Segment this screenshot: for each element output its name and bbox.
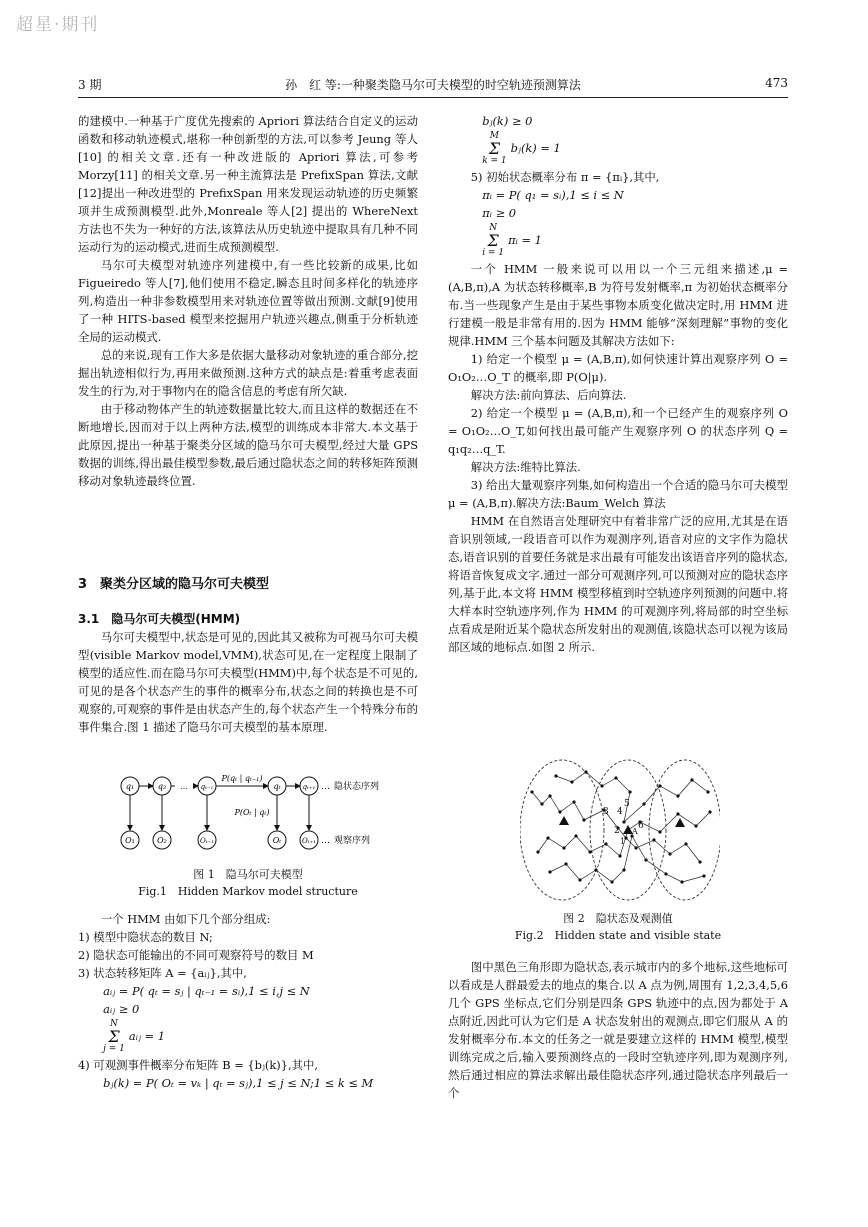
summation-icon: N Σ i = 1 [482,223,505,258]
subsection-title: 3.1 隐马尔可夫模型(HMM) [78,612,241,626]
paragraph: 3) 给出大量观察序列集,如何构造出一个合适的隐马尔可夫模型 μ = (A,B,π).解决方法:Baum_Welch 算法 [448,478,788,510]
equation: aᵢⱼ = P( qₜ = sⱼ | qₜ₋₁ = sᵢ),1 ≤ i,j ≤ N [103,984,310,998]
hidden-sequence-label: 隐状态序列 [334,782,380,792]
paragraph: 一个 HMM 一般来说可以用以一个三元组来描述,μ = (A,B,π),A 为状态转移概率,B 为符号发射概率,π 为初始状态概率分布.当一些现象产生是由于某些事物本质变化做决定时,用 HMM 进行建模一般是非常有用的.因为 HMM 能够“深刻理解”事物的变化规律.HMM 三个基本问题及其解决方法如下: [448,262,788,348]
caption-en: Fig.1 Hidden Markov model structure [138,885,358,898]
node-label: O₁ [125,836,135,845]
equation: bⱼ(k) ≥ 0 [482,114,533,128]
point-label: 3 [603,807,609,817]
paragraph: 马尔可夫模型对轨迹序列建模中,有一些比较新的成果,比如 Figueiredo 等人[7],他们使用不稳定,瞬态且时间多样化的轨迹序列,构造出一种非参数模型用来对轨迹位置等做出预测.文献[9]使用了一种 HITS-based 模型来挖掘用户轨迹兴趣点,侧重于分析轨迹全局的运动模式. [78,258,418,344]
cluster-region [649,760,720,900]
paragraph: 图中黑色三角形即为隐状态,表示城市内的多个地标,这些地标可以看成是人群最爱去的地点的集合.以 A 点为例,周围有 1,2,3,4,5,6 几个 GPS 坐标点,它们分别是四条 GPS 轨迹中的点,因为都处于 A 点附近,因此可认为它们是 A 状态发射出的观测点,即它们服从 A 的发射概率分布.本文的任务之一就是要建立这样的 HMM 模型,模型训练完成之后,输入要预测终点的一段时空轨迹序列,即为观测序列,然后通过相应的算法求解出最佳隐状态序列,通过隐状态序列最后一个 [448,960,788,1100]
equation: πᵢ ≥ 0 [482,206,516,220]
paragraph: 的建模中.一种基于广度优先搜索的 Apriori 算法结合自定义的运动函数和移动轨迹模式,堪称一种创新型的方法,可以参考 Jeung 等人[10] 的相关文章.还有一种改进版的 Apriori 算法,可参考 Morzy[11] 的相关文章.另一种主流算法是 PrefixSpan 算法,文献[12]提出一种改进型的 PrefixSpan 用来发现运动轨迹的历史频繁项并生成预测模型.此外,Monreale 等人[2] 提出的 WhereNext 方法也不失为一种好的方法,该算法从历史轨迹中提取具有几种不同运动行为的运动模式,进而生成预测模型. [78,114,418,254]
paragraph: 2) 给定一个模型 μ = (A,B,π),和一个已经产生的观察序列 O = O₁O₂…O_T,如何找出最可能产生观察序列 O 的状态序列 Q = q₁q₂…q_T. [448,406,788,456]
page-number: 473 [765,76,788,90]
list-item: 4) 可观测事件概率分布矩阵 B = {bⱼ(k)},其中, [78,1058,318,1072]
summation-icon: M Σ k = 1 [482,131,507,166]
triangle-icon [675,818,685,827]
caption-cn: 图 2 隐状态及观测值 [563,912,673,925]
node-label: Oₜ₋₁ [200,837,214,845]
paragraph: 马尔可夫模型中,状态是可见的,因此其又被称为可视马尔可夫模型(visible Markov model,VMM),状态可见,在一定程度上限制了模型的适应性.而在隐马尔可夫模型(HMM)中,每个状态是不可见的,可见的是各个状态产生的事件的概率分布,状态之间的转换也是不可观察的,可观察的事件是由状态产生的,每个状态产生一个特殊分布的事件集合.图 1 描述了隐马尔可夫模型的基本原理. [78,630,418,734]
section-heading-3 [78,576,418,594]
node-label: qₜ₋₁ [200,783,214,791]
equation: aᵢⱼ ≥ 0 [103,1002,140,1016]
point-label: 5 [624,799,630,809]
subsection-block [78,610,418,736]
equation: N Σ j = 1aᵢⱼ = 1 [103,1019,165,1054]
equation: N Σ i = 1πᵢ = 1 [482,223,542,258]
observation-sequence-label: 观察序列 [334,836,371,846]
running-title: 孙 红 等:一种聚类隐马尔可夫模型的时空轨迹预测算法 [285,78,581,92]
paragraph: 解决方法:维特比算法. [470,460,581,474]
section-title: 3 聚类分区域的隐马尔可夫模型 [78,577,270,592]
paragraph: 一个 HMM 由如下几个部分组成: [100,912,271,926]
caption-cn: 图 1 隐马尔可夫模型 [193,868,303,881]
node-label: qₜ [273,782,281,791]
paragraph: 由于移动物体产生的轨迹数据量比较大,而且这样的数据还在不断地增长,因而对于以上两种方法,模型的训练成本非常大.本文基于此原因,提出一种基于聚类分区域的隐马尔可夫模型,经过大量 GPS 数据的训练,得出最佳模型参数,最后通过隐状态之间的转移矩阵预测移动对象轨迹最终位置. [78,402,418,488]
node-label: qₜ₊₁ [302,783,316,791]
hidden-state-figure [520,752,720,902]
node-label: O₂ [157,836,167,845]
list-item: 1) 模型中隐状态的数目 N; [78,930,213,944]
node-label: q₂ [157,782,167,791]
hmm-components [78,910,418,1092]
point-label: 6 [638,821,644,831]
node-label: q₁ [125,782,135,791]
left-column [78,112,418,490]
paragraph: 解决方法:前向算法、后向算法. [470,388,627,402]
state-label: A [632,827,638,836]
right-column-lower [448,958,788,1102]
paragraph: 总的来说,现有工作大多是依据大量移动对象轨迹的重合部分,挖掘出轨迹相似行为,再用来做预测.这种方式的缺点是:着重考虑表面发生的行为,对于事物内在的隐含信息的考虑有所欠缺. [78,348,418,398]
ellipsis: … [321,782,330,792]
node-label: Oₜ₊₁ [302,837,316,845]
emission-label: P(Oₜ | qₜ) [234,808,270,817]
ellipsis: … [321,836,330,846]
list-item: 5) 初始状态概率分布 π = {πᵢ},其中, [470,170,660,184]
hmm-structure-figure [112,770,418,858]
figure-1-caption [78,866,418,900]
list-item: 2) 隐状态可能输出的不同可观察符号的数目 M [78,948,314,962]
paragraph: 1) 给定一个模型 μ = (A,B,π),如何快速计算出观察序列 O = O₁O₂…O_T 的概率,即 P(O|μ). [448,352,788,384]
equation: πᵢ = P( q₁ = sᵢ),1 ≤ i ≤ N [482,188,624,202]
equation: bⱼ(k) = P( Oₜ = vₖ | qₜ = sⱼ),1 ≤ j ≤ N;1 ≤ k ≤ M [103,1076,374,1090]
cluster-region [520,760,604,900]
summation-icon: N Σ j = 1 [103,1019,125,1054]
equation: M Σ k = 1bⱼ(k) = 1 [482,131,561,166]
point-label: 1 [620,837,626,846]
triangle-icon [559,816,569,825]
issue-number: 3 期 [78,78,102,92]
list-item: 3) 状态转移矩阵 A = {aᵢⱼ},其中, [78,966,247,980]
header-rule [78,97,788,98]
caption-en: Fig.2 Hidden state and visible state [514,929,722,942]
node-label: Oₜ [272,836,282,845]
paragraph: HMM 在自然语言处理研究中有着非常广泛的应用,尤其是在语音识别领域,一段语音可以作为观测序列,语音对应的文字作为隐状态,语音识别的首要任务就是求出最有可能发出该语音序列的隐状态,将语音恢复成文字.通过一部分可观测序列,可以预测对应的隐状态序列,基于此,本文将 HMM 模型移植到时空轨迹序列预测的问题中.将大样本时空轨迹序列,作为 HMM 的可观测序列,将局部的时空坐标点看成是附近某个隐状态所发射出的观测值,该隐状态可以视为该局部区域的地标点.如图 2 所示. [448,514,788,654]
ellipsis: … [180,782,188,791]
transition-label: P(qₜ | qₜ₋₁) [221,774,263,783]
point-label: 2 [614,826,620,836]
right-column [448,112,788,656]
figure-2-caption [448,910,788,944]
point-label: 4 [617,807,623,817]
watermark: 超星·期刊 [16,15,100,35]
